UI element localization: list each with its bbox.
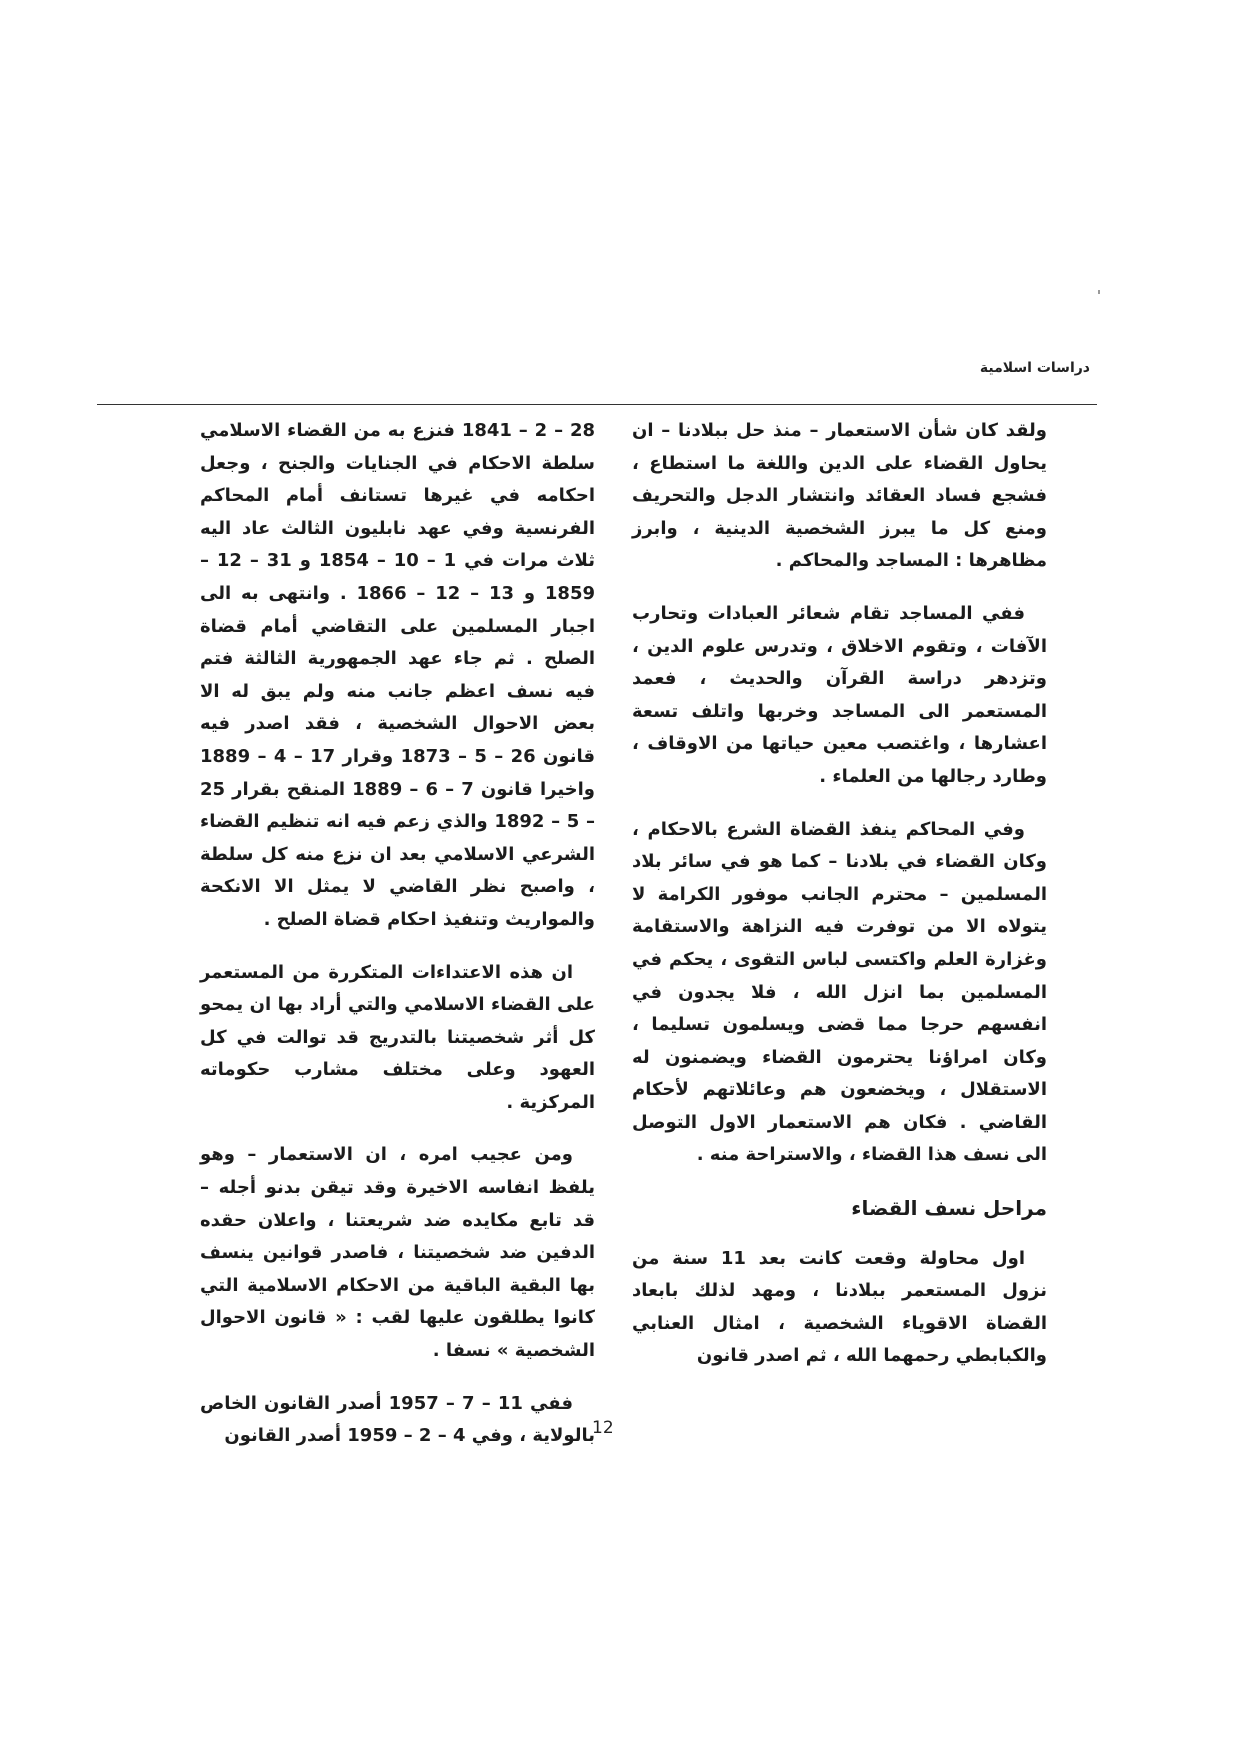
scan-speck: [1098, 290, 1100, 294]
paragraph: ففي 11 – 7 – 1957 أصدر القانون الخاص بالولاية ، وفي 4 – 2 – 1959 أصدر القانون: [200, 1392, 595, 1447]
header-rule: [97, 404, 1097, 405]
paragraph: ومن عجيب امره ، ان الاستعمار – وهو يلفظ انفاسه الاخيرة وقد تيقن بدنو أجله – قد تابع مكايده ضد شريعتنا ، واعلان حقده الدفين ضد شخصيتنا ، فاصدر قوانين ينسف بها البقية الباقية من الاحكام الاسلامية التي كانوا يطلقون عليها لقب : « قانون الاحوال الشخصية » نسفا .: [200, 1144, 595, 1362]
right-column: [632, 415, 1047, 1393]
paragraph: ففي المساجد تقام شعائر العبادات وتحارب الآفات ، وتقوم الاخلاق ، وتدرس علوم الدين ، وتزدهر دراسة القرآن والحديث ، فعمد المستعمر الى المساجد وخربها واتلف تسعة اعشارها ، واغتصب معين حياتها من الاوقاف ، وطارد رجالها من العلماء .: [632, 602, 1047, 787]
page-number: 12: [592, 1418, 614, 1438]
paragraph: 28 – 2 – 1841 فنزع به من القضاء الاسلامي سلطة الاحكام في الجنايات والجنح ، وجعل احكامه في غيرها تستانف أمام المحاكم الفرنسية وفي عهد نابليون الثالث عاد اليه ثلاث مرات في 1 – 10 – 1854 و 31 – 12 – 1859 و 13 – 12 – 1866 . وانتهى به الى اجبار المسلمين على التقاضي أمام قضاة الصلح . ثم جاء عهد الجمهورية الثالثة فتم فيه نسف اعظم جانب منه ولم يبق له الا بعض الاحوال الشخصية ، فقد اصدر فيه قانون 26 – 5 – 1873 وقرار 17 – 4 – 1889 واخيرا قانون 7 – 6 – 1889 المنقح بقرار 25 – 5 – 1892 والذي زعم فيه انه تنظيم القضاء الشرعي الاسلامي بعد ان نزع منه كل سلطة ، واصبح نظر القاضي لا يمثل الا الانكحة والمواريث وتنفيذ احكام قضاة الصلح .: [200, 420, 596, 930]
paragraph: ان هذه الاعتداءات المتكررة من المستعمر على القضاء الاسلامي والتي أراد بها ان يمحو كل أثر شخصيتنا بالتدريج قد توالت في كل العهود وعلى مختلف مشارب حكوماته المركزية .: [200, 961, 595, 1113]
left-column: [200, 415, 595, 1473]
paragraph: اول محاولة وقعت كانت بعد 11 سنة من نزول المستعمر ببلادنا ، ومهد لذلك بابعاد القضاة الاقوياء الشخصية ، امثال العنابي والكبابطي رحمهما الله ، ثم اصدر قانون: [632, 1247, 1047, 1367]
paragraph: ولقد كان شأن الاستعمار – منذ حل ببلادنا – ان يحاول القضاء على الدين واللغة ما استطاع ، فشجع فساد العقائد وانتشار الدجل والتحريف ومنع كل ما يبرز الشخصية الدينية ، وابرز مظاهرها : المساجد والمحاكم .: [632, 420, 1047, 572]
section-heading: مراحل نسف القضاء: [851, 1196, 1047, 1221]
running-header: دراسات اسلامية: [979, 360, 1090, 376]
paragraph: وفي المحاكم ينفذ القضاة الشرع بالاحكام ، وكان القضاء في بلادنا – كما هو في سائر بلاد المسلمين – محترم الجانب موفور الكرامة لا يتولاه الا من توفرت فيه النزاهة والاستقامة وغزارة العلم واكتسى لباس التقوى ، يحكم في المسلمين بما انزل الله ، فلا يجدون في انفسهم حرجا مما قضى ويسلمون تسليما ، وكان امراؤنا يحترمون القضاء ويضمنون له الاستقلال ، ويخضعون هم وعائلاتهم لأحكام القاضي . فكان هم الاستعمار الاول التوصل الى نسف هذا القضاء ، والاستراحة منه .: [632, 818, 1047, 1166]
